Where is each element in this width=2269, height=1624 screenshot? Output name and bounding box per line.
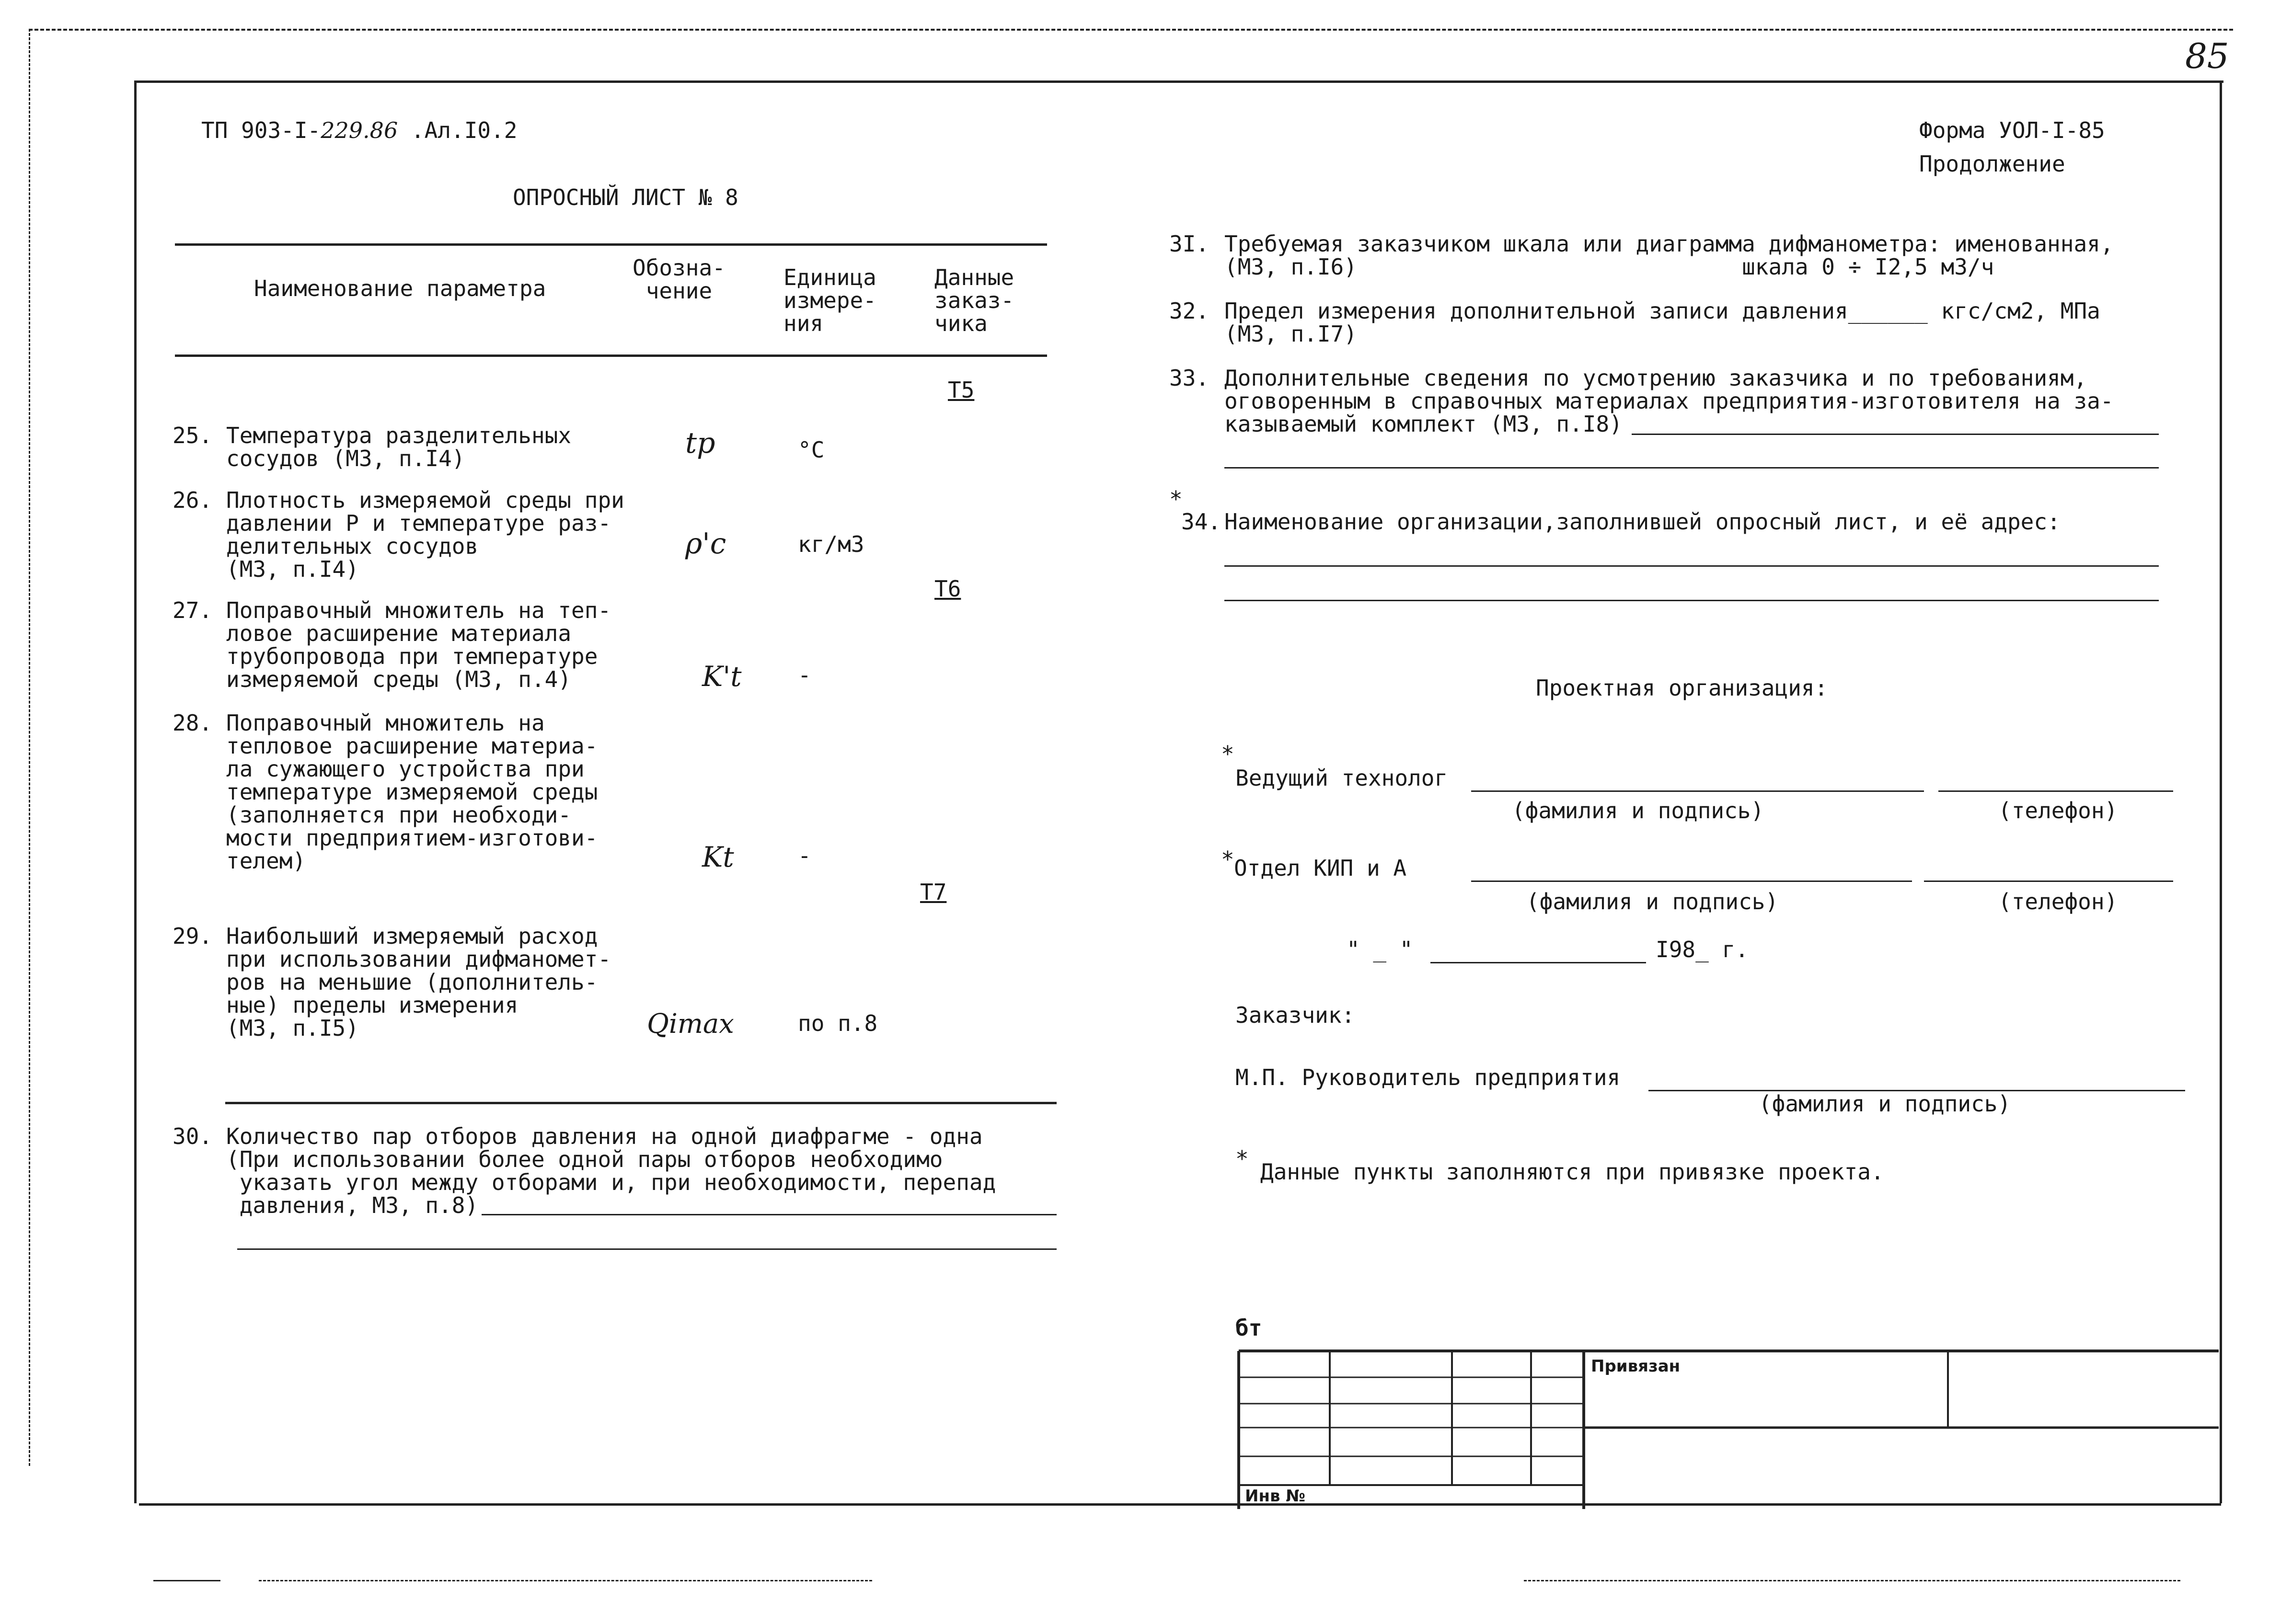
marker-t7: Т7: [920, 879, 947, 905]
item-28-text: Поправочный множитель на тепловое расширение материа- ла сужающего устройства при температуре измеряемой среды (заполняется при необходи- мости предприятием-изготови- телем): [226, 710, 598, 874]
kip-dept-label: Отдел КИП и А: [1234, 855, 1407, 881]
frame-right: [2220, 80, 2222, 1503]
customer-label: Заказчик:: [1235, 1002, 1355, 1028]
bottom-dashed-line: [259, 1580, 872, 1581]
table-top-rule: [175, 243, 1047, 246]
director-sub: (фамилия и подпись): [1759, 1091, 2011, 1117]
item-25-unit: °C: [798, 437, 825, 463]
kip-dept-star: *: [1221, 846, 1234, 872]
footnote-text: Данные пункты заполняются при привязке проекта.: [1260, 1159, 1884, 1185]
item-27-text: Поправочный множитель на теп- ловое расширение материала трубопровода при температуре измеряемой среды (МЗ, п.4): [226, 597, 611, 692]
item-33-fill-line-2: [1224, 467, 2159, 469]
lead-tech-sub1: (фамилия и подпись): [1512, 798, 1764, 823]
frame-left: [134, 80, 137, 1503]
item-34-num: 34.: [1181, 509, 1221, 535]
item-27-num: 27.: [173, 597, 213, 623]
item-29-text: Наибольший измеряемый расход при использовании дифманомет- ров на меньшие (дополнитель- ные) пределы измерения (МЗ, п.I5): [226, 923, 611, 1041]
kip-dept-phone-line: [1924, 881, 2173, 882]
col-header-unit: Единица измере- ния: [783, 264, 876, 336]
item-25-num: 25.: [173, 423, 213, 448]
item-27-symbol: K't: [702, 660, 742, 693]
item-34-text: Наименование организации,заполнившей опросный лист, и её адрес:: [1224, 509, 2061, 535]
item-31-num: 3I.: [1169, 231, 1209, 257]
table-header-rule: [175, 355, 1047, 357]
table-bottom-rule: [225, 1102, 1057, 1104]
item-26-unit: кг/мЗ: [798, 531, 864, 557]
top-dashed-border: [29, 29, 2233, 31]
kip-dept-sub1: (фамилия и подпись): [1526, 889, 1779, 915]
marker-t6: Т6: [934, 576, 961, 602]
lead-tech-star: *: [1221, 741, 1234, 767]
stamp-bt: бт: [1235, 1315, 1262, 1341]
item-28-unit: -: [798, 843, 811, 869]
bottom-dashed-line-right: [1524, 1580, 2180, 1581]
item-26-text: Плотность измеряемой среды при давлении Р и температуре раз- делительных сосудов (МЗ, п.I4): [226, 487, 624, 582]
item-33-fill-line: [1632, 434, 2159, 435]
footnote-star: *: [1235, 1146, 1249, 1172]
item-31-text: Требуемая заказчиком шкала или диаграмма дифманометра: именованная, (МЗ, п.I6) шкала 0 ÷ I2,5 мЗ/ч: [1224, 231, 2114, 280]
item-27-unit: -: [798, 662, 811, 688]
lead-tech-sign-line: [1471, 790, 1924, 792]
lead-tech-sub2: (телефон): [1998, 798, 2118, 823]
item-29-num: 29.: [173, 923, 213, 949]
form-code: Форма УОЛ-I-85: [1919, 117, 2105, 143]
bottom-margin-mark: [153, 1580, 220, 1581]
project-org-label: Проектная организация:: [1536, 675, 1828, 701]
item-28-num: 28.: [173, 710, 213, 736]
marker-t5: Т5: [948, 377, 975, 403]
stamp-inv-label: Инв №: [1245, 1487, 1306, 1506]
item-34-fill-line-2: [1224, 600, 2159, 601]
kip-dept-sign-line: [1471, 881, 1912, 882]
col-header-symbol: Обозна- чение: [633, 255, 726, 304]
left-dashed-border: [29, 29, 30, 1466]
item-30-fill-line-2: [237, 1248, 1057, 1250]
item-30-fill-line: [482, 1214, 1057, 1215]
sheet-title: ОПРОСНЫЙ ЛИСТ № 8: [513, 184, 738, 210]
col-header-param: Наименование параметра: [254, 275, 546, 301]
continuation-label: Продолжение: [1919, 151, 2065, 177]
lead-tech-label: Ведущий технолог: [1235, 765, 1448, 791]
item-26-num: 26.: [173, 487, 213, 513]
title-block-grid: [1236, 1349, 2223, 1511]
item-34-fill-line: [1224, 565, 2159, 567]
stamp-tied-label: Привязан: [1591, 1357, 1681, 1376]
item-29-unit: по п.8: [798, 1010, 878, 1036]
item-30-num: 30.: [173, 1123, 213, 1149]
item-33-num: 33.: [1169, 365, 1209, 391]
item-28-symbol: Kt: [702, 841, 734, 873]
item-30-text: Количество пар отборов давления на одной диафрагме - одна (При использовании более одной пары отборов необходимо указать угол между отборами и, при необходимости, перепад давления, МЗ, п.8): [226, 1123, 996, 1218]
frame-top: [134, 80, 2223, 83]
item-32-text: Предел измерения дополнительной записи давления______ кгс/см2, МПа (МЗ, п.I7): [1224, 298, 2100, 347]
item-29-symbol: Qimax: [647, 1008, 734, 1040]
item-32-num: 32.: [1169, 298, 1209, 324]
item-33-text: Дополнительные сведения по усмотрению заказчика и по требованиям, оговоренным в справочных материалах предприятия-изготовителя на за- казываемый комплект (МЗ, п.I8): [1224, 365, 2114, 437]
doc-code: ТП 903-I-229.86 .Ал.I0.2: [201, 117, 518, 143]
item-26-symbol: ρ'c: [685, 527, 726, 560]
date-year: I98_ г.: [1656, 937, 1749, 962]
date-day: " _ ": [1347, 937, 1413, 962]
col-header-data: Данные заказ- чика: [934, 264, 1014, 336]
item-34-star: *: [1169, 486, 1183, 512]
item-25-symbol: tр: [685, 426, 715, 460]
page-number: 85: [2185, 36, 2229, 76]
lead-tech-phone-line: [1938, 790, 2173, 792]
item-25-text: Температура разделительных сосудов (МЗ, п.I4): [226, 423, 572, 471]
date-month-line: [1430, 962, 1646, 963]
kip-dept-sub2: (телефон): [1998, 889, 2118, 915]
director-label: М.П. Руководитель предприятия: [1235, 1064, 1621, 1090]
